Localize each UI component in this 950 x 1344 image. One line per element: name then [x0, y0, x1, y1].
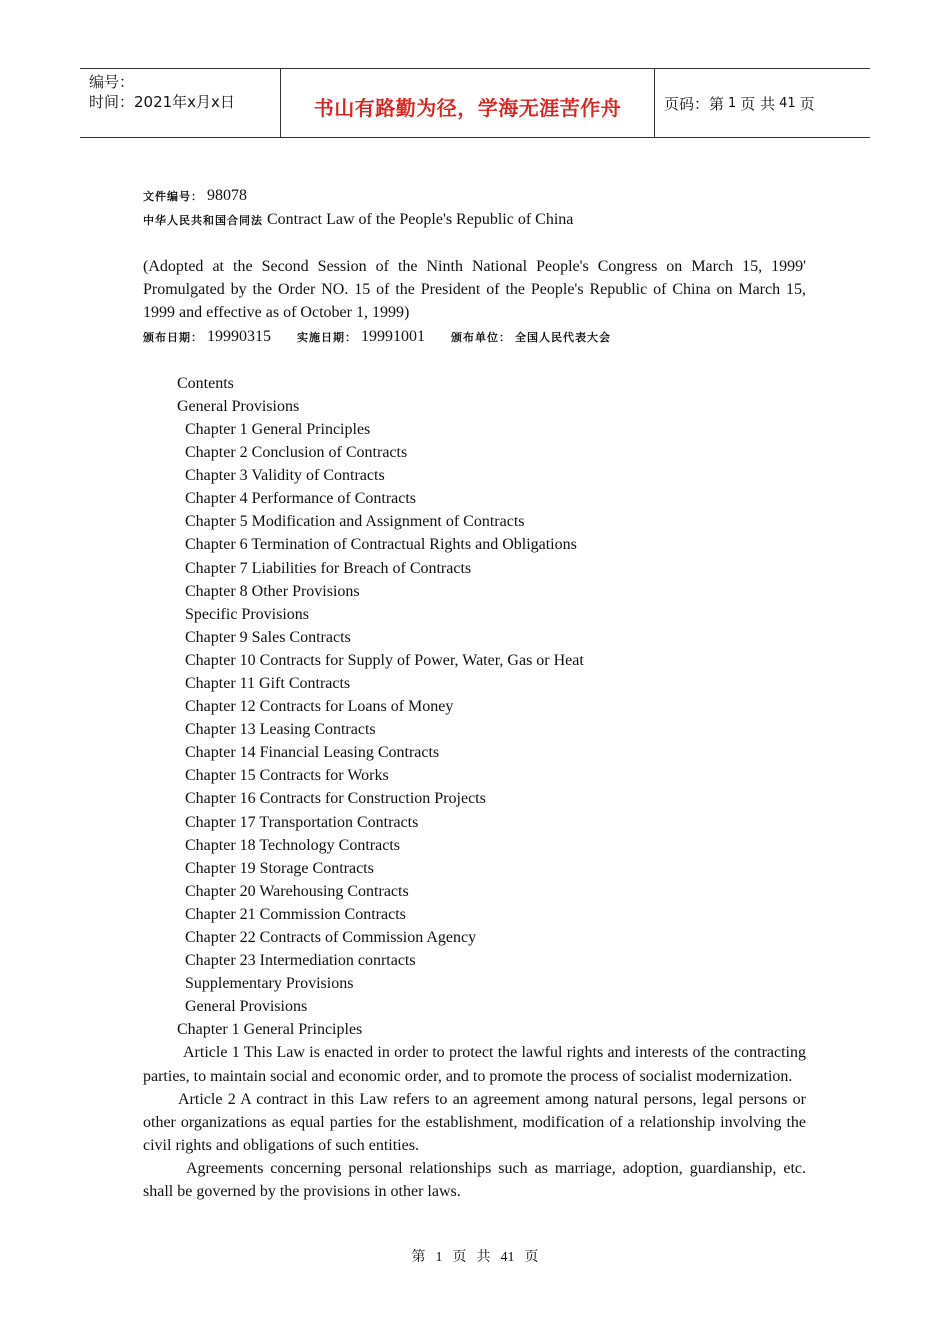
toc-item: Chapter 14 Financial Leasing Contracts [185, 744, 440, 762]
toc-item: Chapter 10 Contracts for Supply of Power, Water, Gas or Heat [185, 651, 584, 669]
file-number-line [143, 184, 806, 208]
title-en: Contract Law of the People's Republic of China [267, 211, 574, 229]
promulgation-label: 颁布日期： [143, 330, 203, 344]
toc-item: Chapter 4 Performance of Contracts [185, 490, 417, 508]
effective-label: 实施日期： [297, 330, 357, 344]
toc-item: Chapter 9 Sales Contracts [185, 628, 351, 646]
document-number-label: 编号： [89, 73, 135, 91]
toc-item: Chapter 20 Warehousing Contracts [185, 882, 409, 900]
header-motto: 书山有路勤为径，学海无涯苦作舟 [313, 95, 622, 120]
table-of-contents [177, 372, 806, 1042]
toc-item: Chapter 12 Contracts for Loans of Money [185, 698, 454, 716]
effective-date: 19991001 [361, 327, 425, 345]
toc-item: Supplementary Provisions [185, 975, 354, 993]
header-motto-cell [281, 69, 655, 137]
title-cn: 中华人民共和国合同法 [143, 214, 263, 228]
document-title-line [143, 208, 806, 232]
document-body [143, 184, 806, 1203]
footer-di: 第 [411, 1250, 426, 1265]
toc-item: Chapter 23 Intermediation conrtacts [185, 952, 416, 970]
toc-item: Chapter 13 Leasing Contracts [185, 721, 376, 739]
toc-item: Chapter 18 Technology Contracts [185, 836, 400, 854]
toc-item: General Provisions [185, 998, 308, 1016]
article-1: Article 1 This Law is enacted in order to protect the lawful rights and interests of the contracting parties, to maintain social and economic order, and to promote the process of socialist modernization. [143, 1044, 806, 1085]
toc-item: Chapter 16 Contracts for Construction Projects [185, 790, 486, 808]
toc-item: Chapter 15 Contracts for Works [185, 767, 389, 785]
toc-item: Chapter 11 Gift Contracts [185, 674, 351, 692]
footer-page-current: 1 [435, 1250, 443, 1265]
article-2: Article 2 A contract in this Law refers to an agreement among natural persons, legal persons or other organizations as equal parties for the establishment, modification of a relationship involving the civil rights and obligations of such entities. [143, 1090, 806, 1154]
toc-heading: Contents [177, 374, 234, 392]
adoption-note: (Adopted at the Second Session of the Ninth National People's Congress on March 15, 1999' Promulgated by the Order NO. 15 of the President of the People's Republic of China on March 15, 1999 and effective as of October 1, 1999) [143, 258, 806, 322]
article-2-paragraph-2: Agreements concerning personal relationships such as marriage, adoption, guardianship, etc. shall be governed by the provisions in other laws. [143, 1159, 806, 1201]
toc-item: Chapter 8 Other Provisions [185, 582, 360, 600]
issuer-value: 全国人民代表大会 [515, 330, 611, 344]
toc-item: Chapter 7 Liabilities for Breach of Contracts [185, 559, 472, 577]
toc-item: Chapter 21 Commission Contracts [185, 905, 406, 923]
toc-item: Specific Provisions [185, 605, 309, 623]
header-page-total: 41 [779, 95, 796, 111]
toc-item: Chapter 17 Transportation Contracts [185, 813, 419, 831]
chapter-heading: Chapter 1 General Principles [177, 1021, 363, 1039]
document-time-label: 时间：2021年x月x日 [89, 93, 235, 111]
file-number-value: 98078 [207, 187, 247, 204]
dates-line [143, 325, 806, 349]
header-page-current: 1 [728, 95, 737, 111]
footer-ye: 页 [524, 1250, 539, 1265]
header-page-cell [655, 69, 870, 137]
file-number-label: 文件编号： [143, 190, 203, 203]
toc-item: Chapter 1 General Principles [185, 420, 371, 438]
toc-item: Chapter 3 Validity of Contracts [185, 467, 385, 485]
promulgation-date: 19990315 [207, 327, 271, 345]
header-page-mid: 页 共 [740, 94, 776, 113]
toc-item: Chapter 6 Termination of Contractual Rights and Obligations [185, 536, 577, 554]
header-page-suffix: 页 [799, 94, 815, 113]
toc-item: Chapter 5 Modification and Assignment of Contracts [185, 513, 525, 531]
header-page-prefix: 页码：第 [664, 94, 725, 113]
footer-page-total: 41 [500, 1250, 515, 1265]
header-meta-cell [80, 69, 281, 137]
toc-item: Chapter 2 Conclusion of Contracts [185, 444, 408, 462]
page-header [80, 68, 870, 138]
toc-item: Chapter 22 Contracts of Commission Agency [185, 929, 477, 946]
toc-item: Chapter 19 Storage Contracts [185, 859, 374, 877]
toc-general-provisions: General Provisions [177, 397, 300, 415]
footer-ye: 页 [452, 1250, 467, 1265]
footer-gong: 共 [476, 1250, 491, 1265]
issuer-label: 颁布单位： [451, 330, 511, 344]
page-footer [0, 1246, 950, 1266]
